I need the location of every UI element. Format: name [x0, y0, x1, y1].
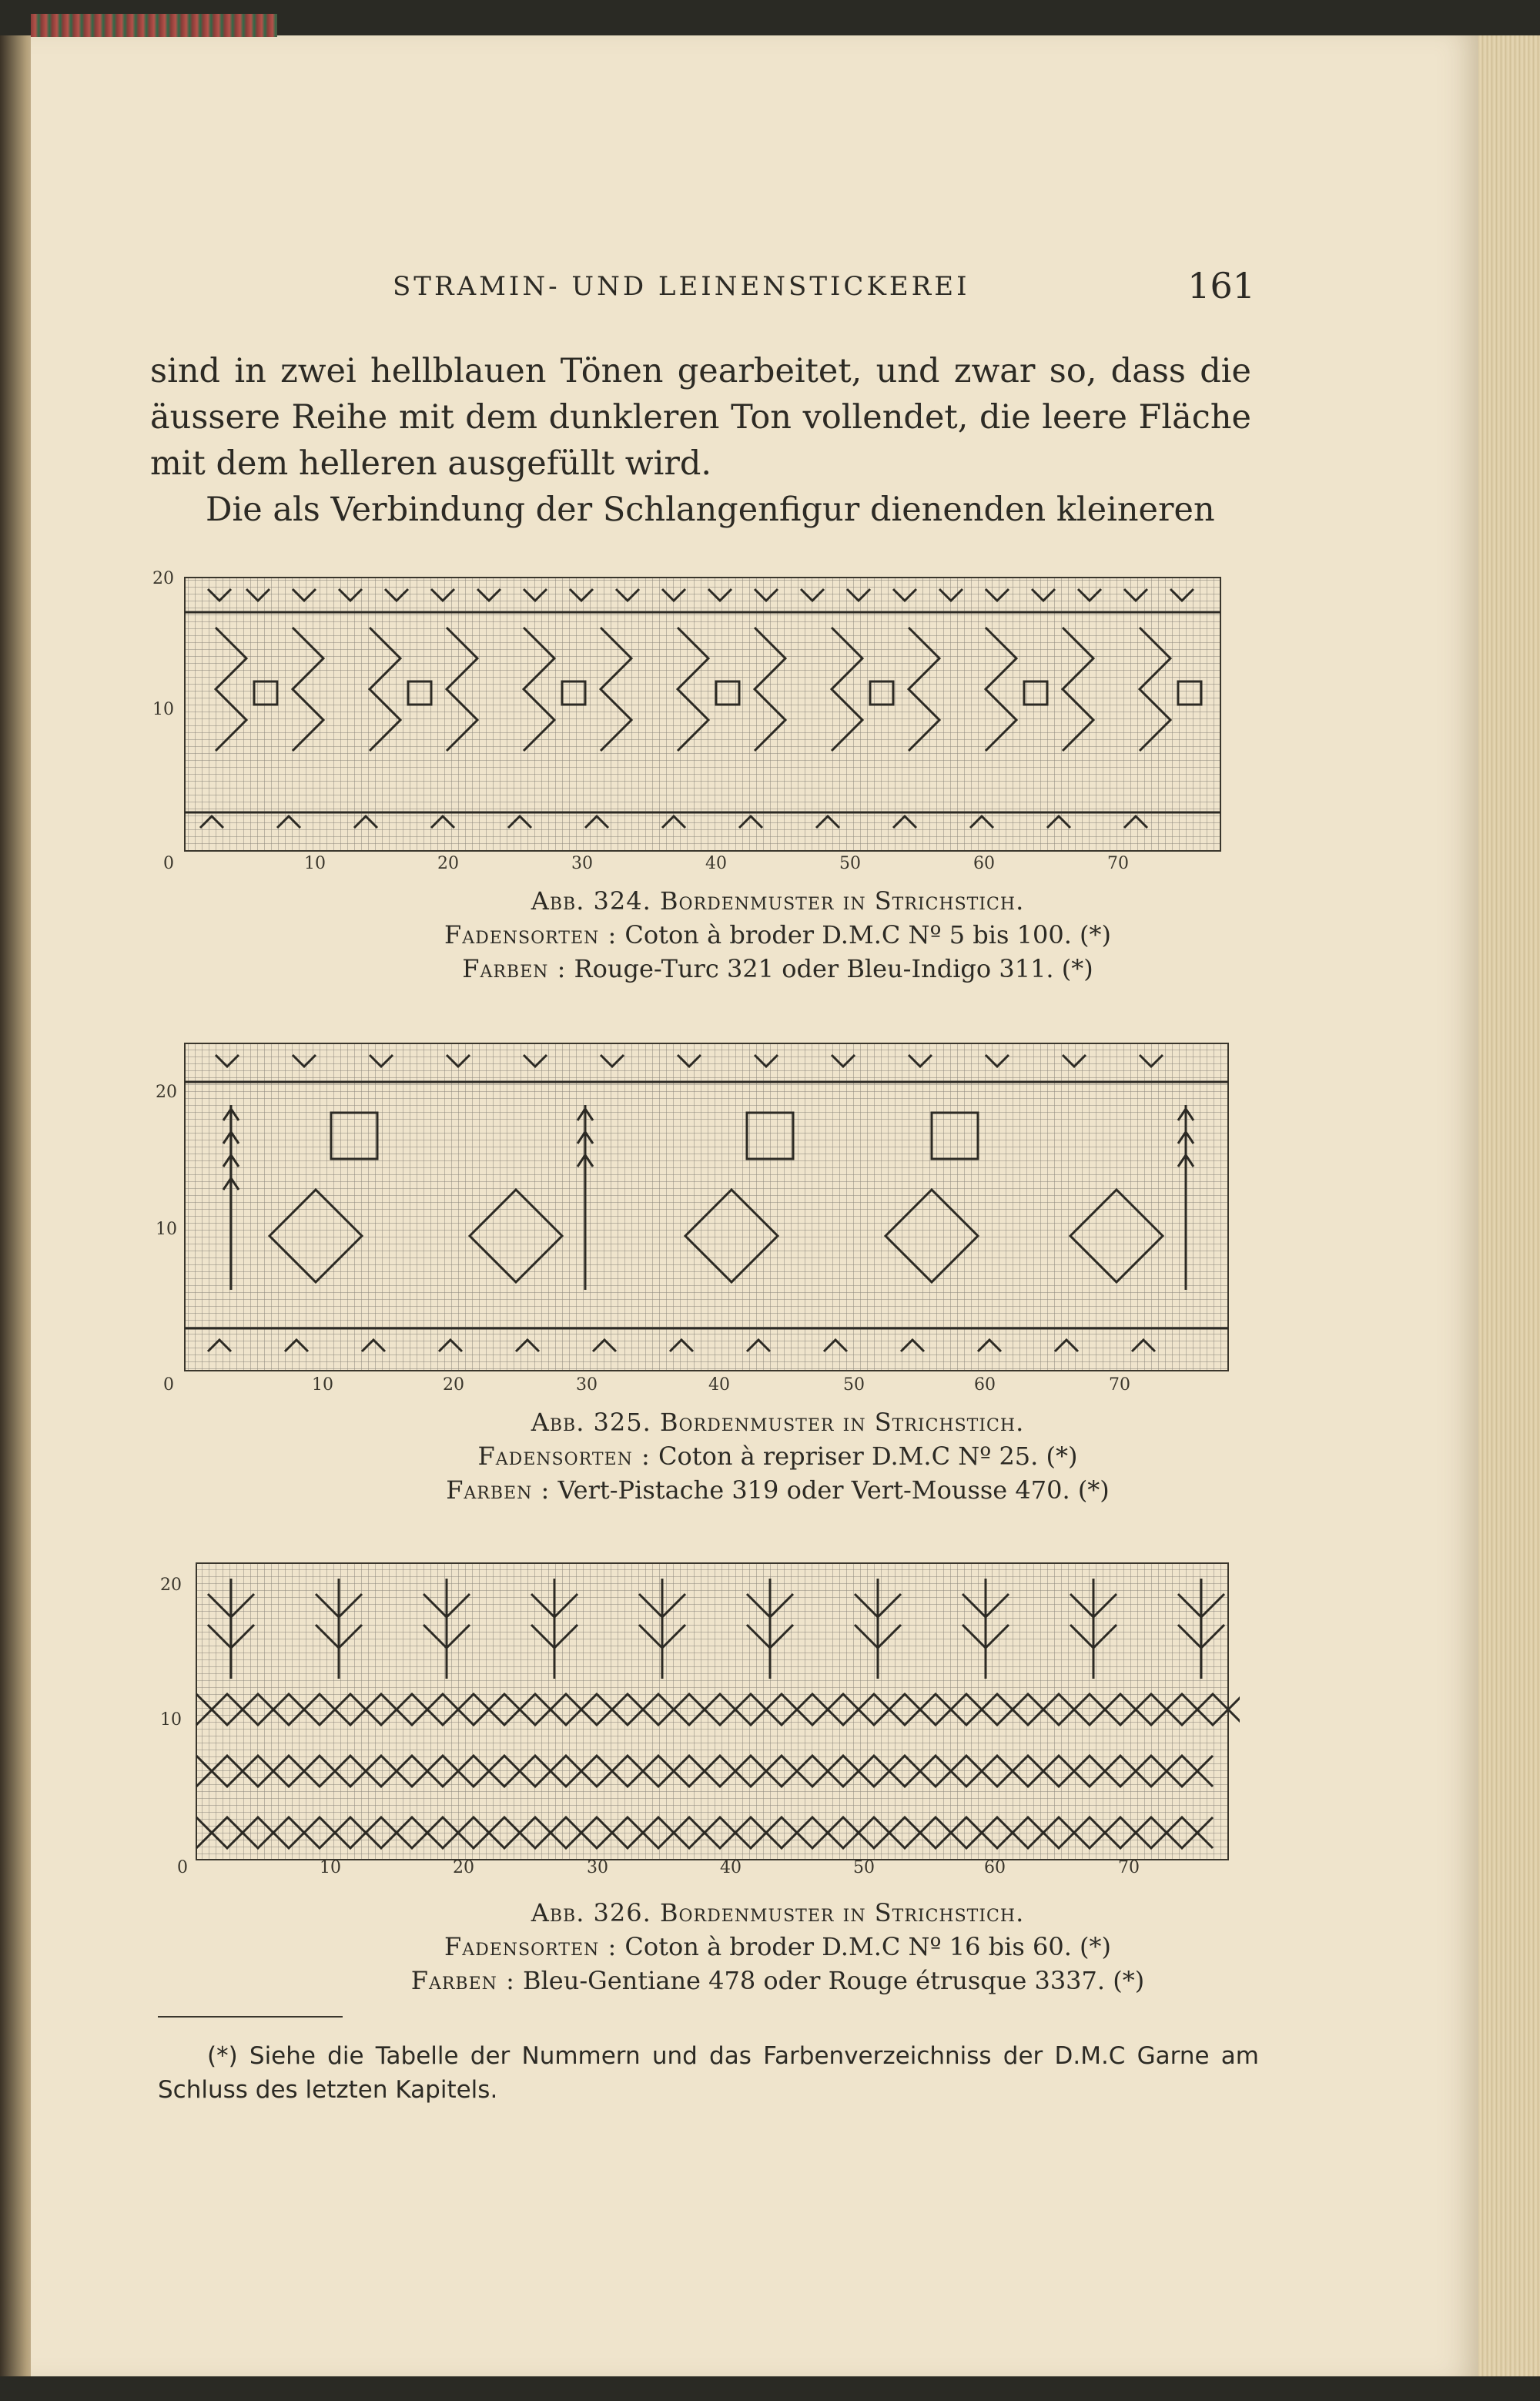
figure-326-threads: Fadensorten : Coton à broder D.M.C Nº 16 bis 60. (*) [444, 1932, 1111, 1961]
bookmark-ribbon [31, 14, 277, 37]
x-tick-60: 60 [984, 1858, 1006, 1877]
x-tick-10: 10 [320, 1858, 341, 1877]
y-tick-10: 10 [160, 1710, 182, 1730]
figure-325-svg [146, 1036, 1240, 1398]
body-paragraph-1: sind in zwei hellblauen Tönen gearbeitet, und zwar so, dass die äussere Reihe mit dem dunkleren Ton vollendet, die leere Fläche mit dem helleren ausgefüllt wird. [150, 352, 1251, 483]
figure-326-caption [354, 1896, 1201, 1997]
x-tick-70: 70 [1118, 1858, 1140, 1877]
figure-325-title: Abb. 325. Bordenmuster in Strichstich. [531, 1408, 1025, 1437]
body-paragraph-2: Die als Verbindung der Schlangenfigur dienenden kleineren [206, 491, 1215, 529]
figure-325-caption [354, 1405, 1201, 1507]
figure-325-threads: Fadensorten : Coton à repriser D.M.C Nº 25. (*) [477, 1442, 1078, 1471]
footnote-rule [158, 2016, 343, 2018]
figure-326-colors: Farben : Bleu-Gentiane 478 oder Rouge étrusque 3337. (*) [410, 1966, 1145, 1995]
figure-324-threads: Fadensorten : Coton à broder D.M.C Nº 5 bis 100. (*) [444, 920, 1111, 949]
figure-324-caption [354, 884, 1201, 986]
figure-325-colors: Farben : Vert-Pistache 319 oder Vert-Mousse 470. (*) [446, 1475, 1110, 1505]
y-tick-20: 20 [152, 569, 174, 588]
figure-326-pattern [146, 1555, 1240, 1879]
page-edges [1478, 35, 1540, 2376]
x-tick-30: 30 [576, 1375, 598, 1395]
y-tick-20: 20 [156, 1083, 177, 1102]
x-tick-40: 40 [705, 854, 727, 873]
x-tick-20: 20 [453, 1858, 474, 1877]
x-tick-20: 20 [443, 1375, 464, 1395]
x-tick-70: 70 [1109, 1375, 1130, 1395]
figure-324-colors: Farben : Rouge-Turc 321 oder Bleu-Indigo 311. (*) [462, 954, 1093, 983]
x-tick-10: 10 [312, 1375, 333, 1395]
x-tick-40: 40 [708, 1375, 730, 1395]
y-tick-10: 10 [152, 700, 174, 719]
x-tick-70: 70 [1107, 854, 1129, 873]
pattern-grid [185, 1043, 1228, 1371]
x-tick-30: 30 [587, 1858, 608, 1877]
figure-326-svg [146, 1555, 1240, 1879]
x-tick-50: 50 [839, 854, 861, 873]
y-tick-10: 10 [156, 1220, 177, 1239]
x-tick-0: 0 [177, 1858, 188, 1877]
figure-326-title: Abb. 326. Bordenmuster in Strichstich. [531, 1898, 1025, 1927]
x-tick-0: 0 [163, 1375, 174, 1395]
x-tick-20: 20 [437, 854, 459, 873]
page-number: 161 [1187, 265, 1255, 306]
figure-324-svg [146, 566, 1240, 874]
x-tick-50: 50 [853, 1858, 875, 1877]
x-tick-60: 60 [974, 1375, 996, 1395]
figure-324-pattern [146, 566, 1240, 874]
figure-324-title: Abb. 324. Bordenmuster in Strichstich. [531, 886, 1025, 916]
running-head: STRAMIN- UND LEINENSTICKEREI [393, 271, 970, 302]
footnote: (*) Siehe die Tabelle der Nummern und das Farbenverzeichniss der D.M.C Garne am Schluss des letzten Kapitels. [158, 2042, 1259, 2104]
x-tick-50: 50 [843, 1375, 865, 1395]
figure-325-pattern [146, 1036, 1240, 1398]
x-tick-60: 60 [973, 854, 995, 873]
x-tick-10: 10 [304, 854, 326, 873]
y-tick-20: 20 [160, 1576, 182, 1595]
x-tick-30: 30 [571, 854, 593, 873]
x-tick-0: 0 [163, 854, 174, 873]
x-tick-40: 40 [720, 1858, 742, 1877]
